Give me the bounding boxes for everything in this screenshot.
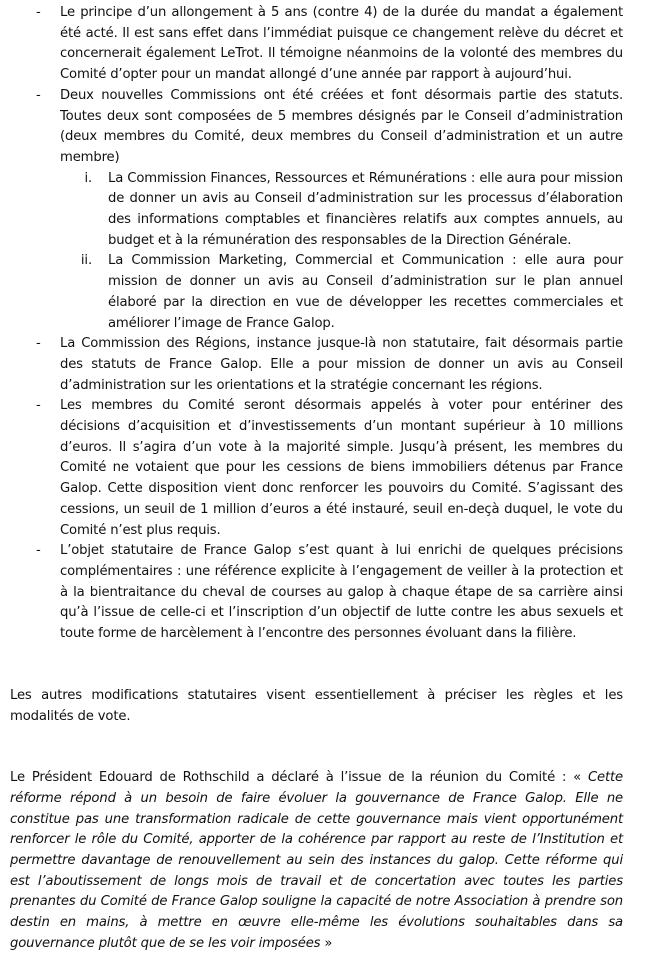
paragraph-president-quote xyxy=(0,768,650,954)
roman-numeral-marker: i. xyxy=(84,170,92,186)
spacer xyxy=(0,645,650,686)
dash-bullet: - xyxy=(36,398,41,414)
list-item-mandate-extension xyxy=(0,3,650,86)
list-item-text: Deux nouvelles Commissions ont été créées et font désormais partie des statuts. Toutes deux sont composées de 5 membres désignés par le Conseil d’administration (deux membres du Comité, deux membres du Conseil d’administration et un autre membre) xyxy=(60,87,623,165)
sublist-item-text: La Commission Marketing, Commercial et Communication : elle aura pour mission de donner un avis au Conseil d’administration sur le plan annuel élaboré par la direction en vue de développer les recettes commerciales et améliorer l’image de France Galop. xyxy=(108,253,623,331)
commissions-sublist xyxy=(60,169,623,335)
list-item-statutory-object xyxy=(0,541,650,645)
list-item-new-commissions xyxy=(0,86,650,334)
dash-bullet: - xyxy=(36,87,41,103)
document-page xyxy=(0,3,650,955)
spacer xyxy=(0,727,650,768)
dash-bullet: - xyxy=(36,543,41,559)
list-item-text: La Commission des Régions, instance jusque-là non statutaire, fait désormais partie des statuts de France Galop. Elle a pour mission de donner un avis au Conseil d’administration sur les orientations et la stratégie concernant les régions. xyxy=(60,336,623,393)
list-item-text: Les membres du Comité seront désormais appelés à voter pour entériner des décisions d’acquisition et d’investissements d’un montant supérieur à 10 millions d’euros. Il s’agira d’un vote à la majorité simple. Jusqu’à présent, les membres du Comité ne votaient que pour les cessions de biens immobiliers détenus par France Galop. Cette disposition vient donc renforcer les pouvoirs du Comité. S’agissant des cessions, un seuil de 1 million d’euros a été instauré, seuil en-deçà duquel, le vote du Comité n’est plus requis. xyxy=(60,398,623,538)
list-item-text: L’objet statutaire de France Galop s’est quant à lui enrichi de quelques précisions complémentaires : une référence explicite à l’engagement de veiller à la protection et à la bientraitance du cheval de courses au galop à chaque étape de sa carrière ainsi qu’à l’issue de celle-ci et l’inscription d’un objectif de lutte contre les abus sexuels et toute forme de harcèlement à l’encontre des personnes évoluant dans la filière. xyxy=(60,543,623,642)
dash-bullet: - xyxy=(36,5,41,20)
dash-bullet: - xyxy=(36,336,41,352)
list-item-text: Le principe d’un allongement à 5 ans (contre 4) de la durée du mandat a également été acté. Il est sans effet dans l’immédiat puisque ce changement relève du décret et concernerait également LeTrot. Il témoigne néanmoins de la volonté des membres du Comité d’opter pour un mandat allongé d’une année par rapport à aujourd’hui. xyxy=(60,5,623,83)
roman-numeral-marker: ii. xyxy=(80,253,92,269)
list-item-committee-vote xyxy=(0,396,650,541)
list-item-regions-commission xyxy=(0,334,650,396)
statute-changes-list xyxy=(0,3,650,645)
paragraph-other-changes: Les autres modifications statutaires visent essentiellement à préciser les règles et les modalités de vote. xyxy=(10,687,623,724)
quote-closing: » xyxy=(320,935,333,951)
quote-text: Cette réforme répond à un besoin de faire évoluer la gouvernance de France Galop. Elle ne constitue pas une transformation radicale de cette gouvernance mais vient opportunément renforcer le rôle du Comité, apporter de la cohérence par rapport au reste de l’Institution et permettre davantage de renouvellement au sein des instances du galop. Cette réforme qui est l’aboutissement de longs mois de travail et de concertation avec toutes les parties prenantes du Comité de France Galop souligne la capacité de notre Association à prendre son destin en mains, à mettre en œuvre elle-même les évolutions souhaitables dans sa gouvernance plutôt que de se les voir imposées xyxy=(10,770,623,951)
sublist-item-text: La Commission Finances, Ressources et Rémunérations : elle aura pour mission de donner un avis au Conseil d’administration sur les processus d’élaboration des informations comptables et financières relatifs aux comptes annuels, au budget et à la rémunération des responsables de la Direction Générale. xyxy=(108,170,623,248)
sublist-item-finance-commission xyxy=(60,169,623,252)
sublist-item-marketing-commission xyxy=(60,251,623,334)
quote-intro: Le Président Edouard de Rothschild a déclaré à l’issue de la réunion du Comité : « xyxy=(10,770,588,786)
